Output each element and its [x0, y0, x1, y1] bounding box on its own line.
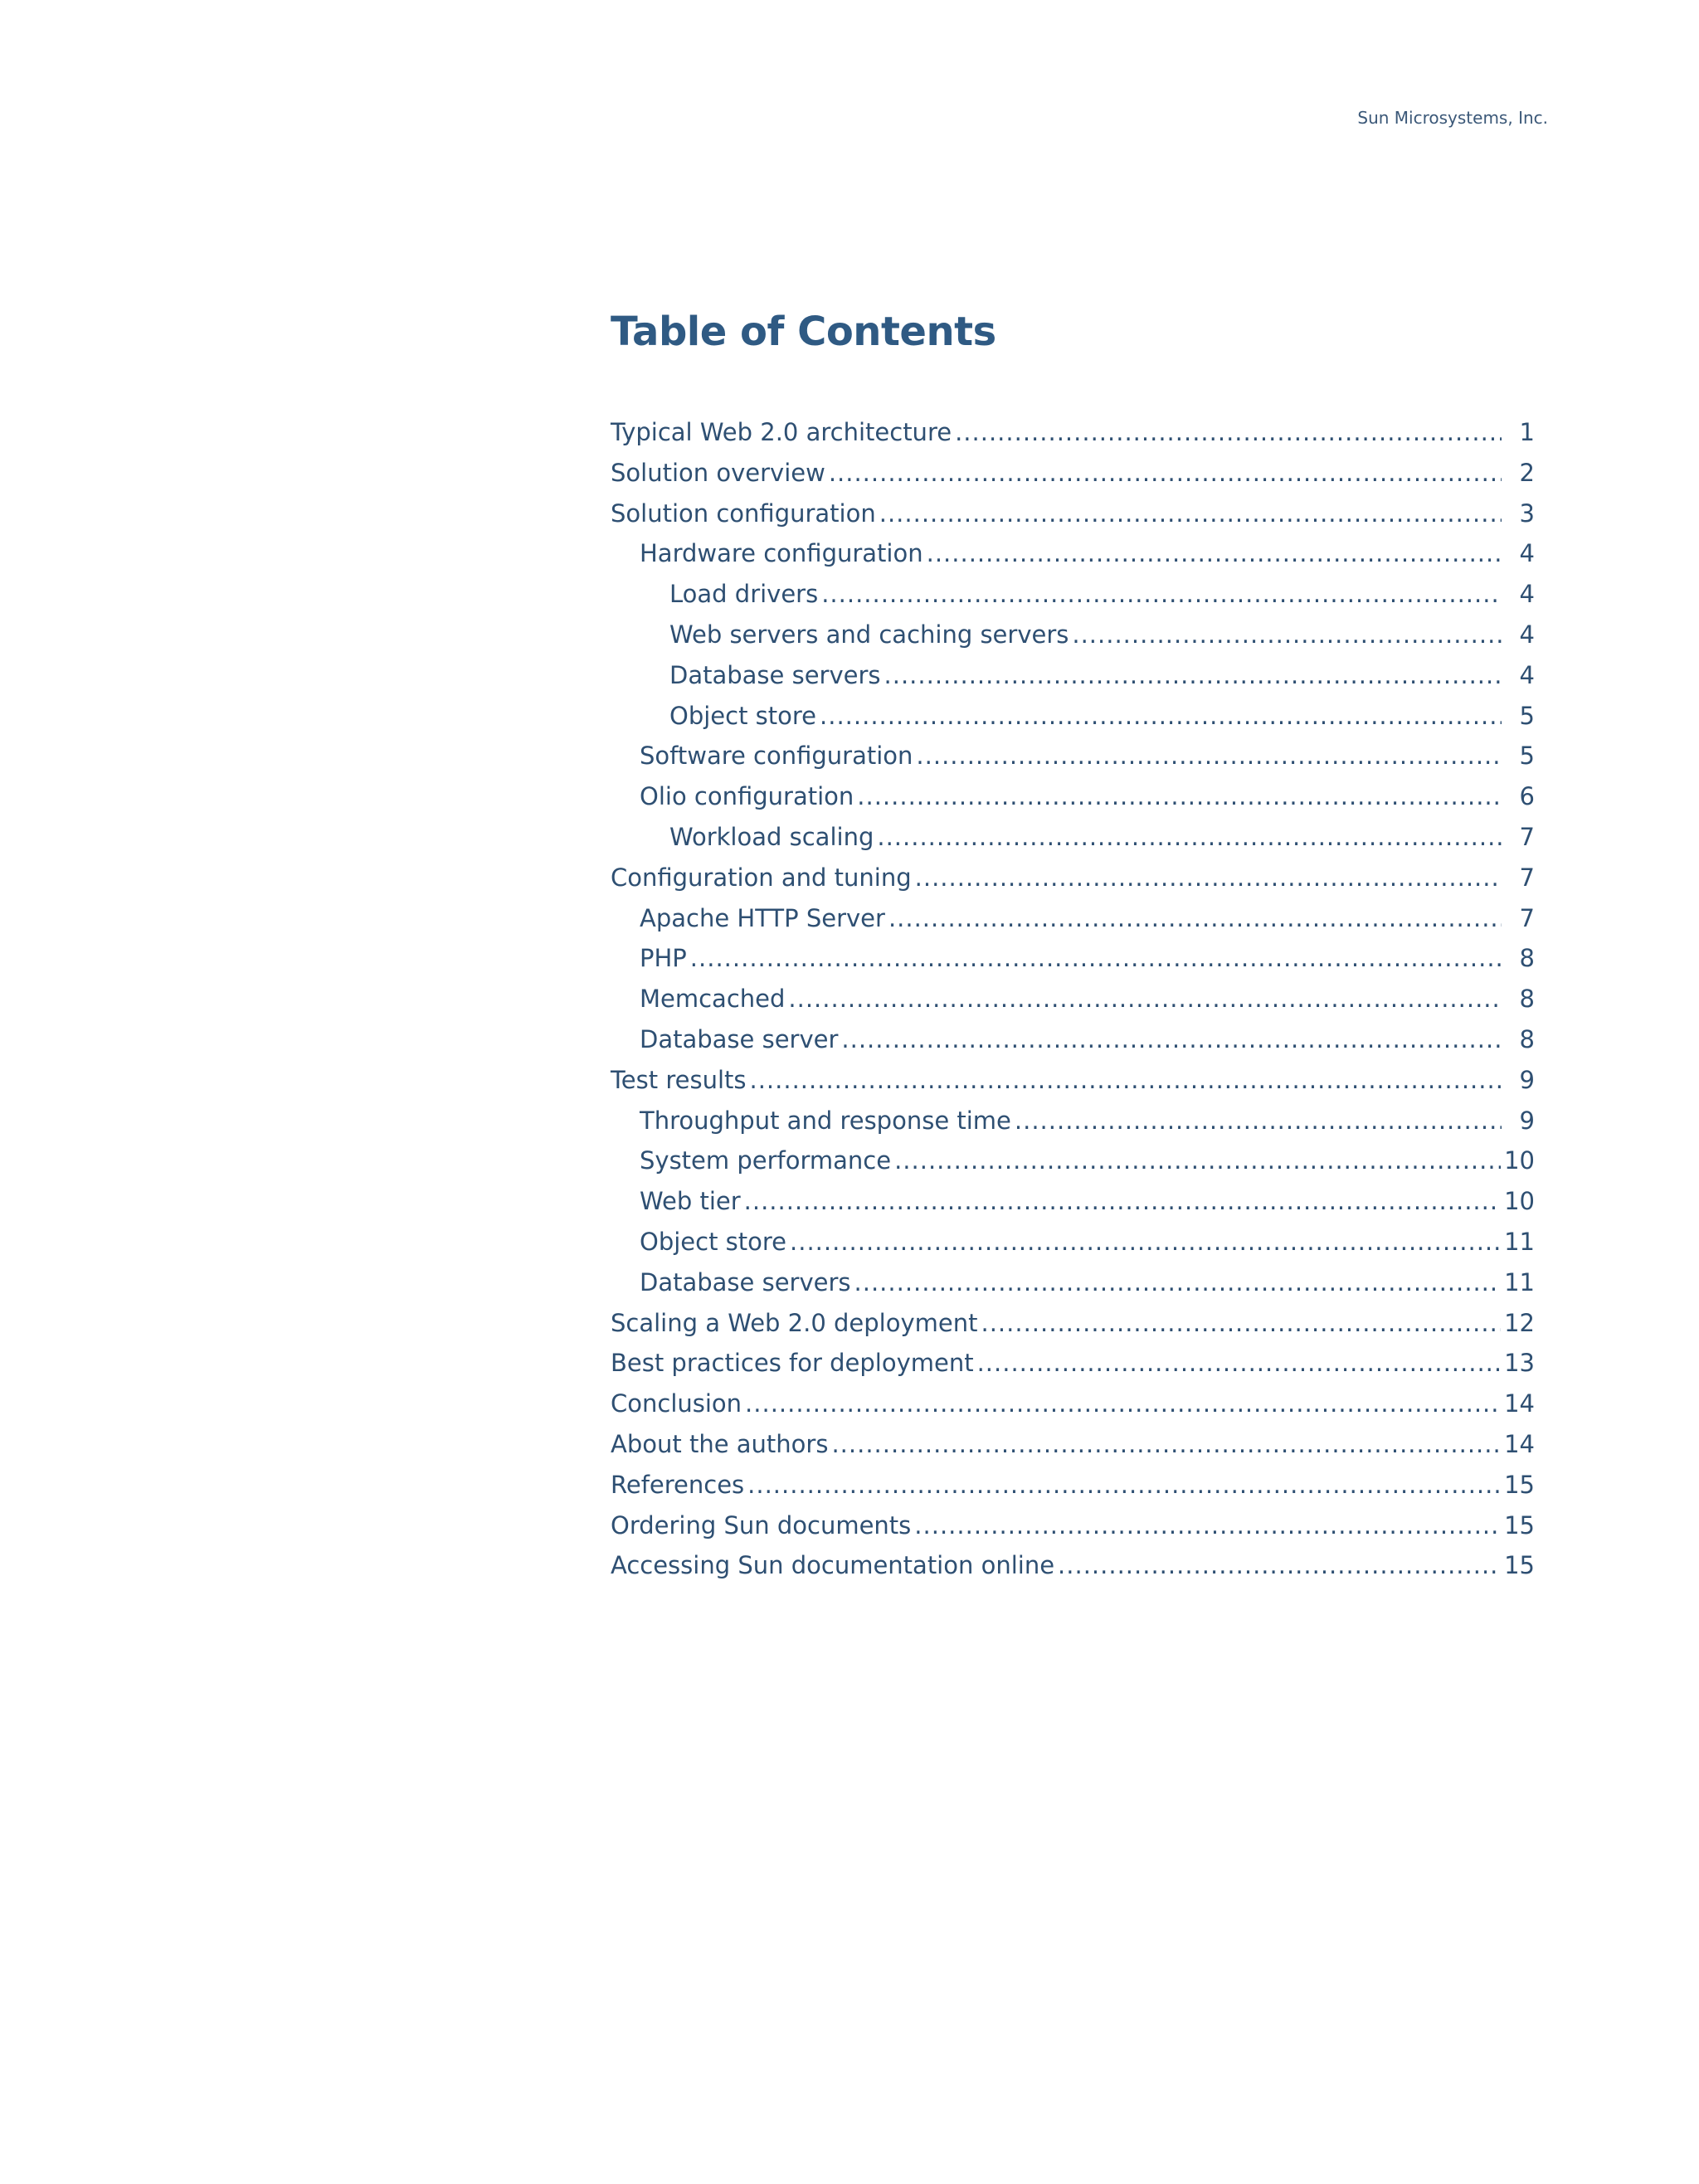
toc-entry-page-number[interactable]: 4 — [1519, 580, 1535, 609]
toc-entry-page-number[interactable]: 7 — [1519, 822, 1535, 851]
toc-dot-leader — [831, 1424, 1501, 1465]
toc-entry[interactable] — [611, 1384, 1535, 1424]
toc-entry-page-number[interactable]: 5 — [1519, 701, 1535, 730]
toc-dot-leader — [690, 938, 1502, 979]
toc-dot-leader — [879, 494, 1502, 534]
toc-entry-page-number[interactable]: 8 — [1519, 985, 1535, 1014]
toc-entry-label[interactable]: About the authors — [611, 1429, 829, 1458]
toc-entry-page-number[interactable]: 14 — [1504, 1429, 1535, 1458]
toc-entry-label[interactable]: Throughput and response time — [640, 1106, 1011, 1135]
toc-entry-label[interactable]: Olio configuration — [640, 782, 854, 811]
toc-entry-label[interactable]: Object store — [669, 701, 817, 730]
toc-entry[interactable] — [611, 533, 1535, 574]
toc-entry[interactable] — [611, 1101, 1535, 1141]
toc-entry-label[interactable]: Database servers — [669, 660, 881, 689]
toc-entry-label[interactable]: Solution configuration — [611, 499, 876, 528]
toc-dot-leader — [821, 574, 1502, 615]
toc-entry[interactable] — [611, 1465, 1535, 1505]
toc-entry-page-number[interactable]: 11 — [1504, 1267, 1535, 1296]
toc-entry[interactable] — [611, 776, 1535, 817]
toc-dot-leader — [888, 898, 1502, 939]
toc-dot-leader — [854, 1262, 1502, 1303]
toc-entry[interactable] — [611, 1222, 1535, 1262]
toc-entry-page-number[interactable]: 14 — [1504, 1389, 1535, 1418]
toc-entry[interactable] — [611, 1060, 1535, 1101]
toc-entry-page-number[interactable]: 9 — [1519, 1065, 1535, 1094]
toc-dot-leader — [877, 817, 1502, 858]
toc-dot-leader — [1058, 1545, 1501, 1586]
toc-dot-leader — [749, 1060, 1502, 1101]
toc-entry[interactable] — [611, 453, 1535, 494]
toc-entry[interactable] — [611, 1141, 1535, 1181]
toc-entry-label[interactable]: Memcached — [640, 985, 786, 1014]
toc-entry-page-number[interactable]: 10 — [1504, 1146, 1535, 1175]
toc-entry-page-number[interactable]: 9 — [1519, 1106, 1535, 1135]
toc-entry-page-number[interactable]: 2 — [1519, 458, 1535, 487]
toc-dot-leader — [1072, 615, 1502, 655]
toc-entry[interactable] — [611, 1262, 1535, 1303]
toc-dot-leader — [857, 776, 1502, 817]
toc-entry[interactable] — [611, 736, 1535, 776]
toc-dot-leader — [914, 1505, 1501, 1546]
toc-dot-leader — [927, 533, 1502, 574]
toc-entry-page-number[interactable]: 4 — [1519, 539, 1535, 568]
toc-entry-page-number[interactable]: 4 — [1519, 660, 1535, 689]
toc-entry-label[interactable]: Software configuration — [640, 742, 913, 771]
toc-dot-leader — [745, 1384, 1501, 1424]
toc-entry[interactable] — [611, 1505, 1535, 1546]
toc-entry-label[interactable]: Load drivers — [669, 580, 819, 609]
toc-entry[interactable] — [611, 898, 1535, 939]
toc-entry-label[interactable]: Configuration and tuning — [611, 863, 912, 892]
toc-entry-page-number[interactable]: 15 — [1504, 1470, 1535, 1499]
toc-entry[interactable] — [611, 938, 1535, 979]
toc-entry-page-number[interactable]: 10 — [1504, 1187, 1535, 1216]
toc-entry-page-number[interactable]: 6 — [1519, 782, 1535, 811]
toc-entry[interactable] — [611, 1181, 1535, 1222]
toc-list — [611, 412, 1535, 1586]
toc-entry[interactable] — [611, 817, 1535, 858]
toc-dot-leader — [747, 1465, 1501, 1505]
toc-entry-label[interactable]: Test results — [611, 1065, 747, 1094]
toc-entry-label[interactable]: Apache HTTP Server — [640, 903, 885, 932]
toc-entry-label[interactable]: Workload scaling — [669, 822, 874, 851]
toc-entry[interactable] — [611, 696, 1535, 737]
toc-entry-label[interactable]: Conclusion — [611, 1389, 742, 1418]
toc-entry-page-number[interactable]: 8 — [1519, 944, 1535, 973]
toc-dot-leader — [884, 655, 1502, 696]
header-company-name: Sun Microsystems, Inc. — [1357, 108, 1548, 128]
toc-entry-label[interactable]: System performance — [640, 1146, 892, 1175]
toc-entry-label[interactable]: Database server — [640, 1024, 839, 1053]
toc-entry-label[interactable]: Accessing Sun documentation online — [611, 1551, 1055, 1580]
toc-entry[interactable] — [611, 494, 1535, 534]
toc-entry-page-number[interactable]: 7 — [1519, 903, 1535, 932]
toc-entry-page-number[interactable]: 13 — [1504, 1349, 1535, 1378]
toc-entry-label[interactable]: PHP — [640, 944, 687, 973]
toc-entry[interactable] — [611, 979, 1535, 1019]
toc-entry-page-number[interactable]: 4 — [1519, 620, 1535, 649]
toc-entry-label[interactable]: Solution overview — [611, 458, 825, 487]
toc-entry[interactable] — [611, 412, 1535, 453]
toc-entry-page-number[interactable]: 3 — [1519, 499, 1535, 528]
toc-entry-label[interactable]: Scaling a Web 2.0 deployment — [611, 1308, 978, 1337]
toc-dot-leader — [915, 858, 1502, 898]
toc-entry-label[interactable]: References — [611, 1470, 745, 1499]
toc-entry[interactable] — [611, 1019, 1535, 1060]
toc-entry[interactable] — [611, 574, 1535, 615]
toc-dot-leader — [1015, 1101, 1502, 1141]
toc-entry[interactable] — [611, 858, 1535, 898]
toc-entry-page-number[interactable]: 15 — [1504, 1551, 1535, 1580]
toc-dot-leader — [820, 696, 1502, 737]
toc-dot-leader — [788, 979, 1502, 1019]
toc-entry-label[interactable]: Web servers and caching servers — [669, 620, 1069, 649]
toc-entry[interactable] — [611, 1424, 1535, 1465]
toc-entry-page-number[interactable]: 5 — [1519, 742, 1535, 771]
toc-entry-page-number[interactable]: 12 — [1504, 1308, 1535, 1337]
toc-entry[interactable] — [611, 1343, 1535, 1384]
toc-entry[interactable] — [611, 655, 1535, 696]
toc-entry[interactable] — [611, 615, 1535, 655]
toc-dot-leader — [841, 1019, 1502, 1060]
toc-entry-page-number[interactable]: 1 — [1519, 418, 1535, 446]
toc-entry-label[interactable]: Best practices for deployment — [611, 1349, 974, 1378]
toc-entry-label[interactable]: Database servers — [640, 1267, 851, 1296]
toc-dot-leader — [977, 1343, 1502, 1384]
toc-entry[interactable] — [611, 1303, 1535, 1344]
toc-dot-leader — [955, 412, 1502, 453]
toc-entry-page-number[interactable]: 15 — [1504, 1510, 1535, 1540]
toc-dot-leader — [744, 1181, 1501, 1222]
toc-entry-page-number[interactable]: 8 — [1519, 1024, 1535, 1053]
toc-dot-leader — [829, 453, 1502, 494]
toc-entry[interactable] — [611, 1545, 1535, 1586]
toc-entry-page-number[interactable]: 7 — [1519, 863, 1535, 892]
toc-dot-leader — [916, 736, 1502, 776]
toc-entry-label[interactable]: Object store — [640, 1227, 787, 1256]
toc-entry-label[interactable]: Web tier — [640, 1187, 741, 1216]
toc-dot-leader — [981, 1303, 1501, 1344]
toc-title: Table of Contents — [611, 309, 996, 355]
toc-dot-leader — [894, 1141, 1501, 1181]
toc-entry-label[interactable]: Ordering Sun documents — [611, 1510, 912, 1540]
toc-entry-label[interactable]: Typical Web 2.0 architecture — [611, 418, 952, 446]
toc-entry-label[interactable]: Hardware configuration — [640, 539, 923, 568]
toc-entry-page-number[interactable]: 11 — [1504, 1227, 1535, 1256]
toc-dot-leader — [790, 1222, 1501, 1262]
